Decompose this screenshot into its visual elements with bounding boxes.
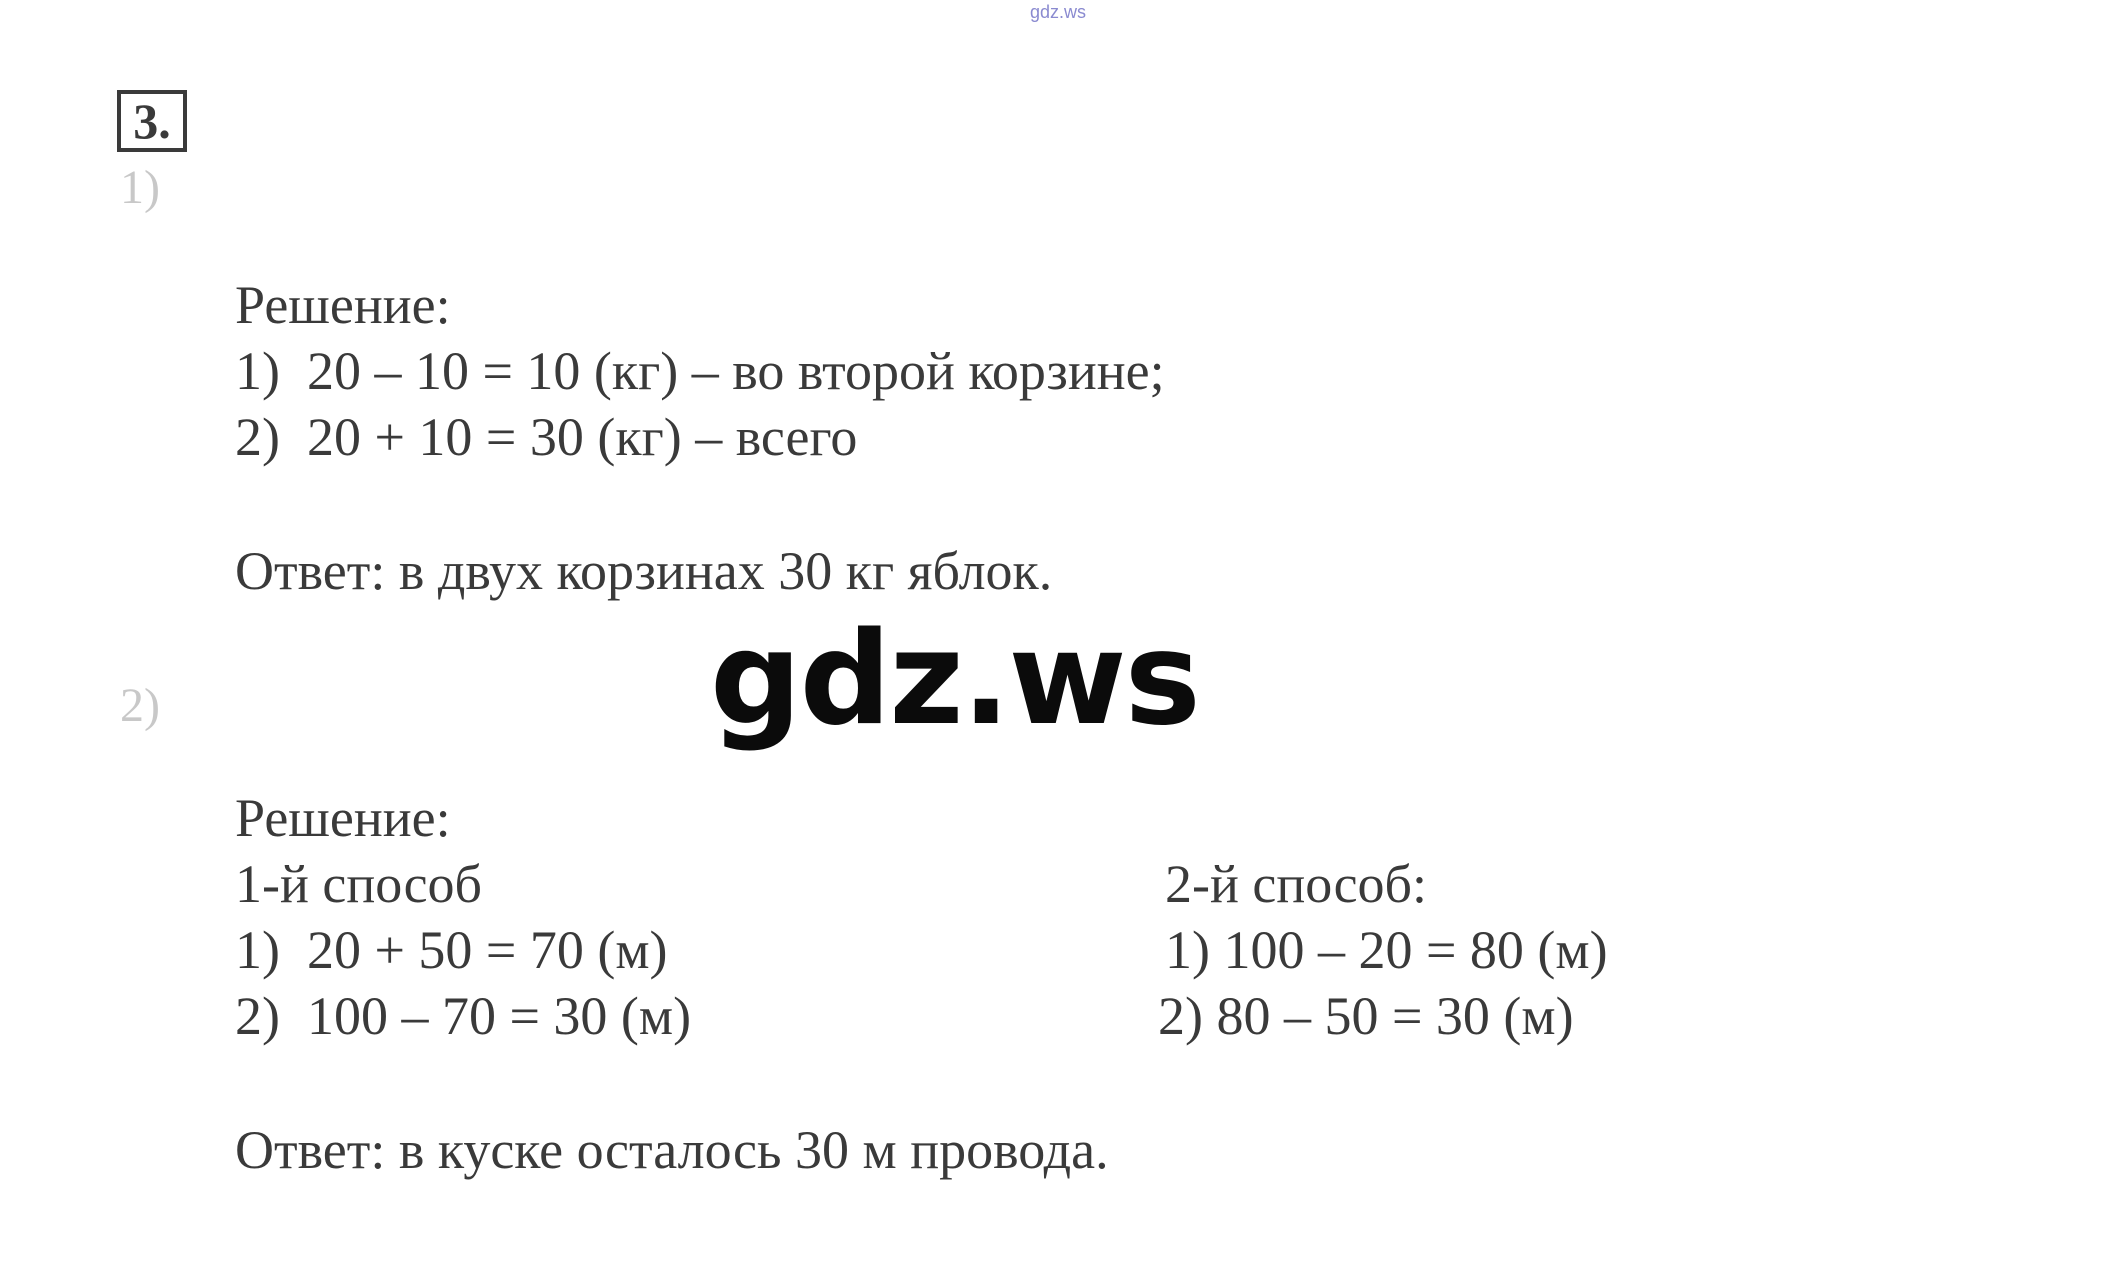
part-1-solution-header: Решение:	[235, 275, 451, 335]
method-2-title: 2-й способ:	[1165, 854, 1428, 914]
part-2-solution-header: Решение:	[235, 788, 451, 848]
task-number-box: 3.	[117, 90, 187, 152]
part-1-step-1: 1) 20 – 10 = 10 (кг) – во второй корзине;	[235, 341, 1165, 401]
part-2-answer: Ответ: в куске осталось 30 м провода.	[235, 1120, 1109, 1180]
method-1-title: 1-й способ	[235, 854, 483, 914]
part-1-label: 1)	[120, 161, 160, 214]
method-2-step-2: 2) 80 – 50 = 30 (м)	[1158, 986, 1574, 1046]
part-2-label: 2)	[120, 679, 160, 732]
method-1-step-1: 1) 20 + 50 = 70 (м)	[235, 920, 668, 980]
method-1-step-2: 2) 100 – 70 = 30 (м)	[235, 986, 692, 1046]
top-watermark-text: gdz.ws	[1030, 2, 1087, 22]
gdz-watermark: gdz.ws	[710, 605, 1199, 754]
method-2-step-1: 1) 100 – 20 = 80 (м)	[1165, 920, 1608, 980]
part-1-answer: Ответ: в двух корзинах 30 кг яблок.	[235, 541, 1053, 601]
part-1-step-2: 2) 20 + 10 = 30 (кг) – всего	[235, 407, 858, 467]
